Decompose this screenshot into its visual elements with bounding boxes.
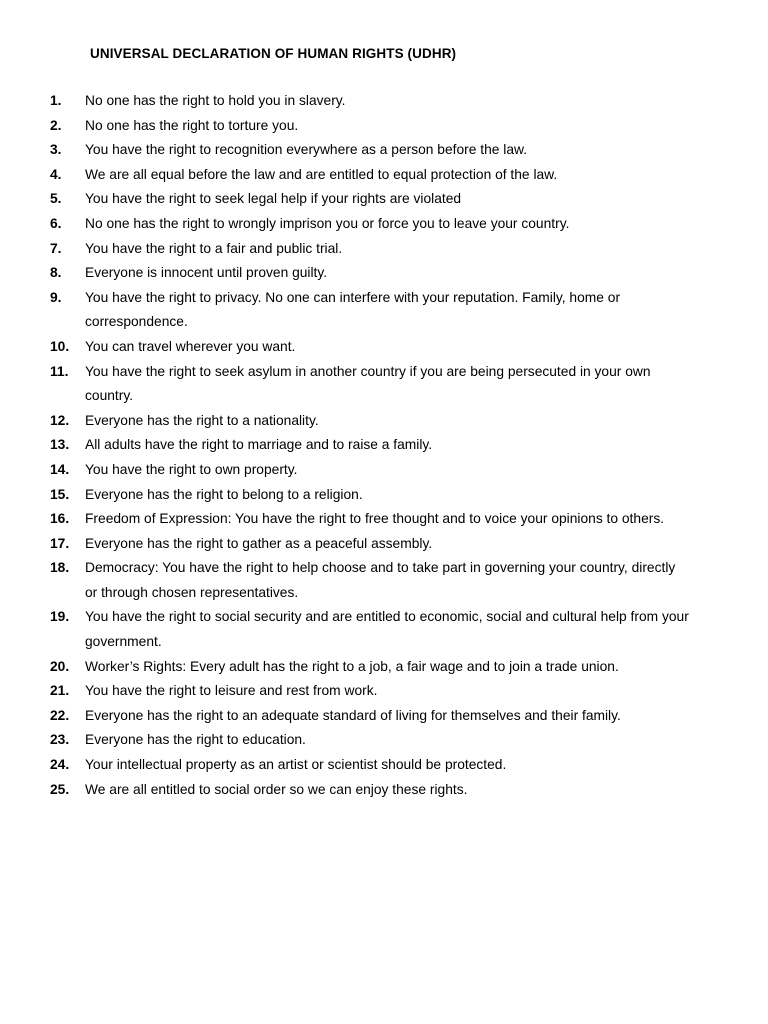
item-number: 13. — [50, 437, 70, 453]
item-text: We are all entitled to social order so we can enjoy these rights. — [85, 781, 468, 797]
item-text: You can travel wherever you want. — [85, 338, 296, 354]
list-item — [50, 483, 690, 508]
list-item — [50, 532, 690, 557]
item-text: You have the right to a fair and public trial. — [85, 240, 343, 256]
list-item — [50, 778, 690, 803]
item-number: 25. — [50, 781, 70, 797]
item-number: 12. — [50, 412, 70, 428]
item-text: You have the right to privacy. No one can interfere with your reputation. Family, home or correspondence. — [85, 289, 621, 330]
item-number: 9. — [50, 289, 62, 305]
item-text: Democracy: You have the right to help choose and to take part in governing your country, directly or through chosen representatives. — [85, 560, 676, 600]
item-number: 23. — [50, 732, 70, 748]
item-text: Everyone has the right to a nationality. — [85, 412, 319, 428]
item-text: Everyone has the right to gather as a peaceful assembly. — [85, 535, 433, 551]
item-text: Everyone has the right to education. — [85, 732, 306, 748]
list-item — [50, 212, 690, 237]
item-number: 20. — [50, 658, 70, 674]
item-text: All adults have the right to marriage and to raise a family. — [85, 437, 433, 453]
list-item — [50, 261, 690, 286]
list-item — [50, 409, 690, 434]
item-number: 3. — [50, 142, 62, 158]
item-number: 24. — [50, 757, 70, 773]
item-number: 10. — [50, 338, 70, 354]
item-number: 15. — [50, 486, 70, 502]
item-number: 11. — [50, 363, 69, 379]
item-text: We are all equal before the law and are entitled to equal protection of the law. — [85, 166, 558, 182]
list-item — [50, 286, 690, 335]
item-text: Your intellectual property as an artist or scientist should be protected. — [85, 757, 507, 773]
list-item — [50, 728, 690, 753]
item-text: Everyone has the right to an adequate standard of living for themselves and their family. — [85, 707, 621, 723]
item-text: You have the right to recognition everywhere as a person before the law. — [85, 142, 528, 158]
item-number: 2. — [50, 117, 62, 133]
list-item — [50, 753, 690, 778]
item-number: 17. — [50, 535, 70, 551]
item-number: 19. — [50, 609, 70, 625]
document-title: UNIVERSAL DECLARATION OF HUMAN RIGHTS (UDHR) — [90, 46, 457, 61]
list-item — [50, 433, 690, 458]
rights-list — [50, 89, 690, 802]
list-item — [50, 605, 690, 654]
item-text: Everyone is innocent until proven guilty. — [85, 265, 328, 281]
list-item — [50, 114, 690, 139]
item-text: No one has the right to torture you. — [85, 117, 299, 133]
item-text: Everyone has the right to belong to a religion. — [85, 486, 363, 502]
list-item — [50, 237, 690, 262]
list-item — [50, 335, 690, 360]
list-item — [50, 679, 690, 704]
list-item — [50, 704, 690, 729]
item-number: 21. — [50, 683, 70, 699]
item-text: No one has the right to hold you in slavery. — [85, 93, 346, 108]
item-text: Worker’s Rights: Every adult has the right to a job, a fair wage and to join a trade union. — [85, 658, 619, 674]
item-text: You have the right to seek legal help if your rights are violated — [85, 191, 462, 207]
list-item — [50, 507, 690, 532]
list-item — [50, 89, 690, 114]
item-number: 4. — [50, 166, 62, 182]
item-number: 14. — [50, 461, 70, 477]
item-number: 18. — [50, 560, 70, 576]
list-item — [50, 360, 690, 409]
item-text: You have the right to own property. — [85, 461, 298, 477]
item-text: You have the right to seek asylum in another country if you are being persecuted in your own country. — [85, 363, 651, 404]
item-text: You have the right to social security and are entitled to economic, social and cultural help from your government. — [85, 609, 689, 650]
list-item — [50, 163, 690, 188]
list-item — [50, 187, 690, 212]
list-item — [50, 655, 690, 680]
list-item — [50, 138, 690, 163]
item-number: 1. — [50, 93, 62, 108]
item-text: Freedom of Expression: You have the right to free thought and to voice your opinions to others. — [85, 511, 665, 527]
item-number: 16. — [50, 511, 70, 527]
list-item — [50, 458, 690, 483]
item-number: 7. — [50, 240, 62, 256]
item-text: No one has the right to wrongly imprison you or force you to leave your country. — [85, 215, 570, 231]
list-item — [50, 556, 690, 605]
item-number: 6. — [50, 215, 62, 231]
item-number: 22. — [50, 707, 70, 723]
item-number: 8. — [50, 265, 62, 281]
item-text: You have the right to leisure and rest from work. — [85, 683, 378, 699]
item-number: 5. — [50, 191, 62, 207]
